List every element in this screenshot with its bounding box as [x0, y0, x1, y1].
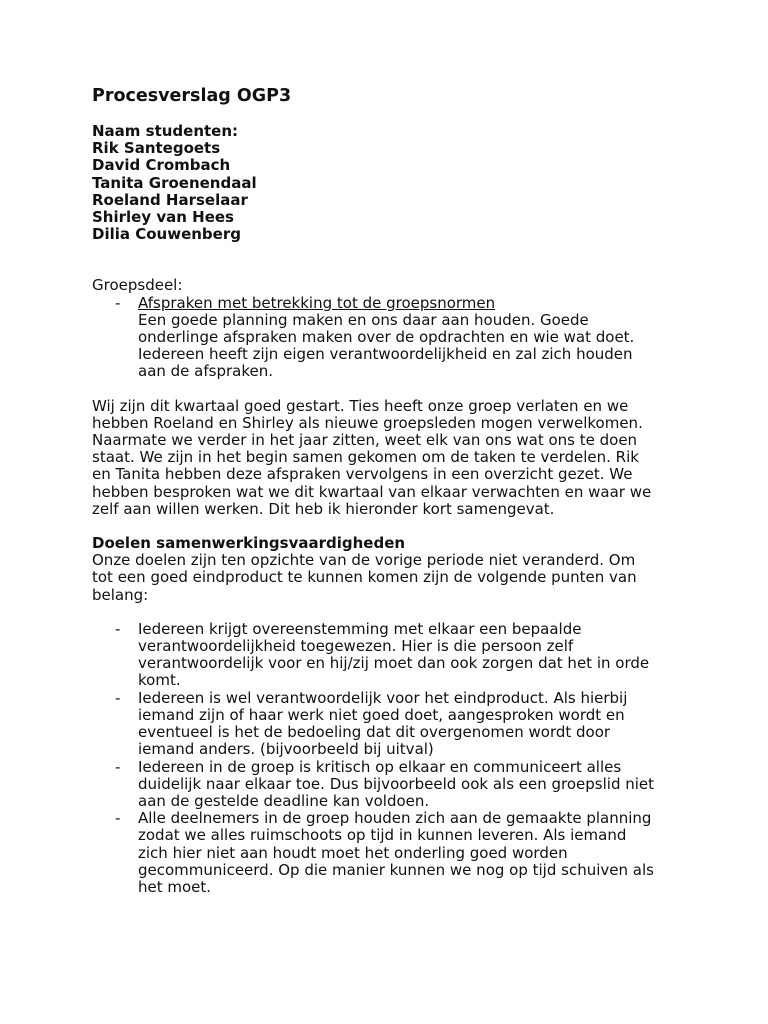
goals-intro-line: tot een goed eindproduct te kunnen komen zijn de volgende punten van — [92, 568, 637, 587]
goals-item-line: verantwoordelijk voor en hij/zij moet dan ook zorgen dat het in orde — [138, 654, 650, 673]
group-bullet-line: onderlinge afspraken maken over de opdrachten en wie wat doet. — [138, 328, 635, 347]
goals-list-item — [92, 759, 682, 811]
goals-item-line: komt. — [138, 671, 181, 690]
paragraph-1 — [92, 398, 682, 518]
student-name: Roeland Harselaar — [92, 190, 248, 209]
goals-list-item — [92, 690, 682, 759]
group-heading: Groepsdeel: — [92, 276, 183, 295]
goals-section — [92, 535, 682, 896]
goals-item-line: eventueel is het de bedoeling dat dit overgenomen wordt door — [138, 723, 611, 742]
bullet-dash: - — [115, 293, 121, 312]
paragraph-line: Wij zijn dit kwartaal goed gestart. Ties heeft onze groep verlaten en we — [92, 396, 629, 415]
spacer — [92, 518, 682, 535]
group-bullet-line: Een goede planning maken en ons daar aan houden. Goede — [138, 310, 589, 329]
goals-item-line: gecommuniceerd. Op die manier kunnen we nog op tijd schuiven als — [138, 860, 654, 879]
group-bullet — [92, 295, 682, 381]
paragraph-line: en Tanita hebben deze afspraken vervolgens in een overzicht gezet. We — [92, 465, 633, 484]
paragraph-line: staat. We zijn in het begin samen gekomen om de taken te verdelen. Rik — [92, 448, 639, 467]
document-page — [92, 86, 682, 896]
spacer — [92, 604, 682, 621]
bullet-dash: - — [115, 619, 121, 638]
goals-list — [92, 621, 682, 896]
student-name: Rik Santegoets — [92, 139, 221, 158]
bullet-dash: - — [115, 688, 121, 707]
group-bullet-line: aan de afspraken. — [138, 362, 273, 381]
goals-item-line: iemand zijn of haar werk niet goed doet, aangesproken wordt en — [138, 705, 625, 724]
goals-item-line: zich hier niet aan houdt moet het onderling goed worden — [138, 843, 568, 862]
goals-item-line: duidelijk naar elkaar toe. Dus bijvoorbeeld ook als een groepslid niet — [138, 774, 655, 793]
bullet-dash: - — [115, 757, 121, 776]
spacer — [92, 243, 682, 277]
goals-item-line: Iedereen is wel verantwoordelijk voor het eindproduct. Als hierbij — [138, 688, 628, 707]
goals-intro-line: belang: — [92, 585, 149, 604]
group-section — [92, 277, 682, 380]
goals-item-line: zodat we alles ruimschoots op tijd in kunnen leveren. Als iemand — [138, 826, 627, 845]
student-name: Shirley van Hees — [92, 208, 234, 227]
goals-item-line: Alle deelnemers in de groep houden zich aan de gemaakte planning — [138, 809, 652, 828]
paragraph-line: hebben Roeland en Shirley als nieuwe groepsleden mogen verwelkomen. — [92, 413, 643, 432]
goals-item-line: verantwoordelijkheid toegewezen. Hier is die persoon zelf — [138, 637, 574, 656]
student-name: David Crombach — [92, 156, 231, 175]
goals-item-line: Iedereen in de groep is kritisch op elkaar en communiceert alles — [138, 757, 622, 776]
paragraph-line: zelf aan willen werken. Dit heb ik hieronder kort samengevat. — [92, 499, 555, 518]
goals-heading: Doelen samenwerkingsvaardigheden — [92, 534, 406, 553]
spacer — [92, 381, 682, 398]
students-section — [92, 123, 682, 243]
student-name: Tanita Groenendaal — [92, 173, 257, 192]
group-bullet-line: Iedereen heeft zijn eigen verantwoordelijkheid en zal zich houden — [138, 345, 633, 364]
goals-intro-line: Onze doelen zijn ten opzichte van de vorige periode niet veranderd. Om — [92, 551, 636, 570]
goals-item-line: aan de gestelde deadline kan voldoen. — [138, 791, 430, 810]
students-heading: Naam studenten: — [92, 122, 239, 140]
paragraph-line: hebben besproken wat we dit kwartaal van elkaar verwachten en waar we — [92, 482, 652, 501]
student-name: Dilia Couwenberg — [92, 225, 241, 244]
goals-item-line: iemand anders. (bijvoorbeeld bij uitval) — [138, 740, 434, 759]
goals-list-item — [92, 621, 682, 690]
bullet-dash: - — [115, 809, 121, 828]
document-title: Procesverslag OGP3 — [92, 86, 292, 106]
goals-list-item — [92, 810, 682, 896]
paragraph-line: Naarmate we verder in het jaar zitten, weet elk van ons wat ons te doen — [92, 431, 638, 450]
group-bullet-title: Afspraken met betrekking tot de groepsnormen — [138, 293, 496, 312]
goals-item-line: het moet. — [138, 877, 212, 896]
goals-item-line: Iedereen krijgt overeenstemming met elkaar een bepaalde — [138, 619, 582, 638]
